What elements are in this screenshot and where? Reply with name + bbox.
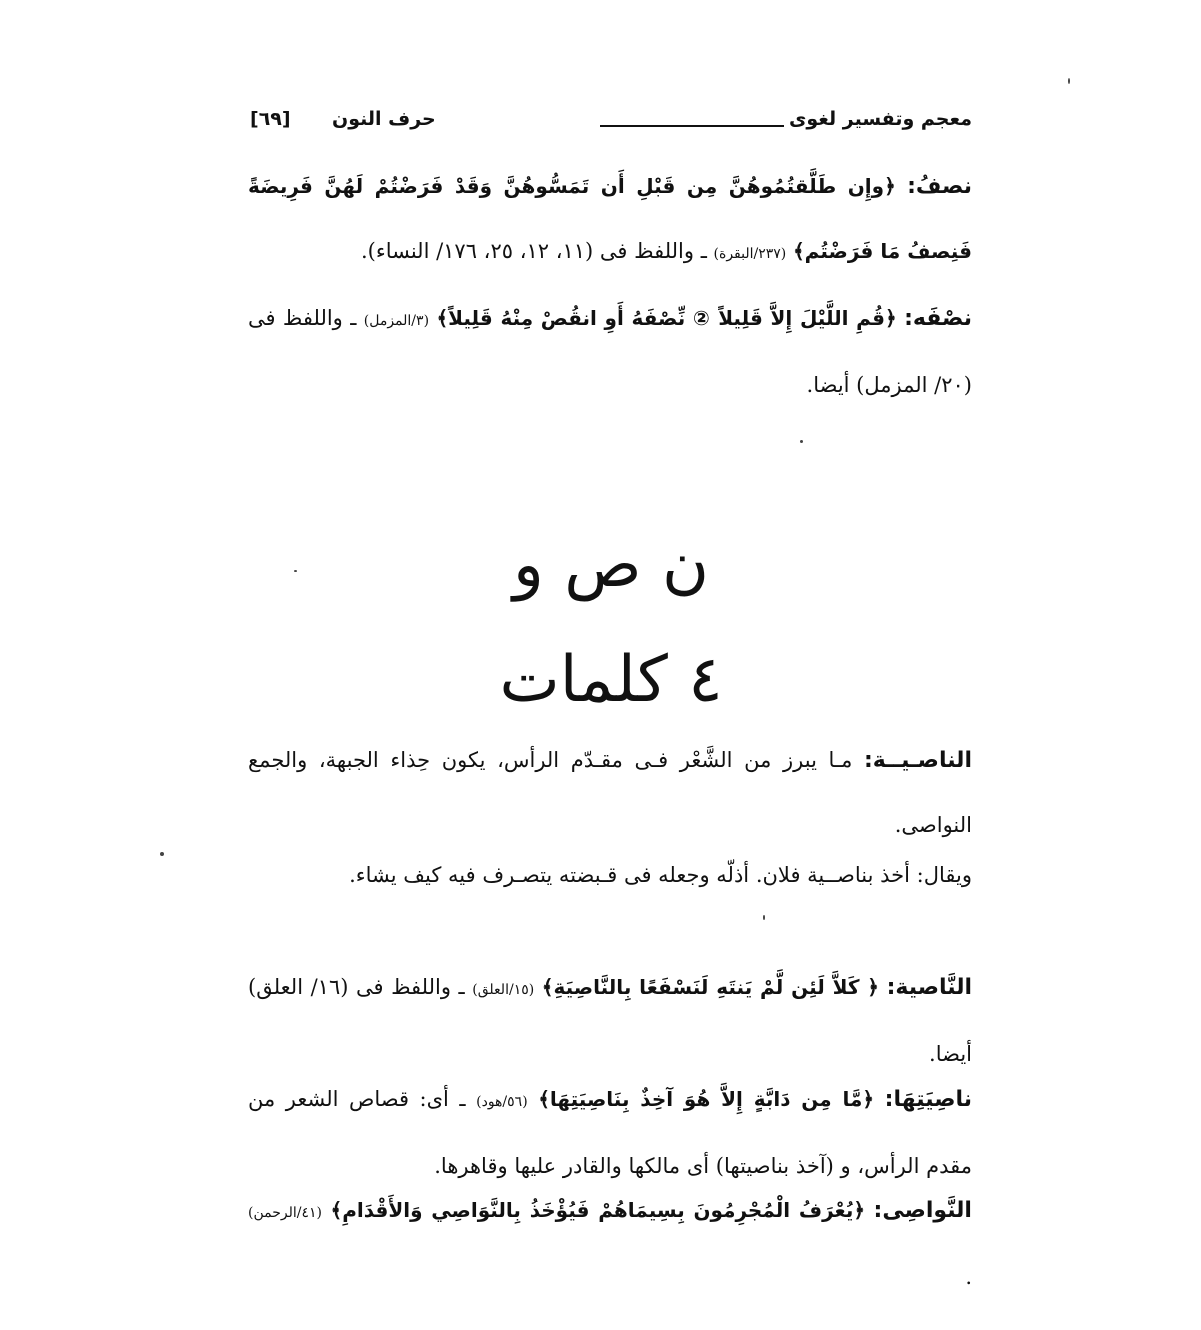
entry-yuqal: [248, 843, 972, 907]
quran-verse: ﴿يُعْرَفُ الْمُجْرِمُونَ بِسِيمَاهُمْ فَيُؤْخَذُ بِالنَّوَاصِي وَالأَقْدَامِ﴾: [330, 1198, 866, 1222]
entry-note: .: [965, 1265, 972, 1289]
entry-note: ـ واللفظ فى (٢٠/ المزمل) أيضا.: [248, 306, 972, 397]
scan-speck: [800, 440, 803, 443]
verse-reference: (١٥/العلق): [472, 982, 535, 998]
verse-reference: (٥٦/هود): [476, 1094, 528, 1110]
scan-speck: [294, 570, 297, 572]
letter-section: حرف النون: [332, 108, 436, 130]
entry-nasiya-definition: [248, 728, 972, 857]
entry-term: النَّواصِى:: [873, 1198, 972, 1223]
entry-note: ـ واللفظ فى (١١، ١٢، ٢٥، ١٧٦/ النساء).: [360, 239, 707, 263]
quran-verse: ﴿قُمِ اللَّيْلَ إِلاَّ قَلِيلاً ② نِّصْفَهُ أَوِ انقُصْ مِنْهُ قَلِيلاً﴾: [436, 306, 897, 330]
entry-note: ـ واللفظ فى (١٦/ العلق) أيضا.: [248, 975, 972, 1066]
book-title: معجم وتفسير لغوى: [788, 108, 972, 130]
entry-nawasi: [248, 1178, 972, 1309]
entry-term: الناصـيــة:: [864, 748, 972, 773]
verse-reference: (٣/المزمل): [363, 313, 430, 329]
quran-verse: ﴿وإِن طَلَّقتُمُوهُنَّ مِن قَبْلِ أَن تَمَسُّوهُنَّ وَقَدْ فَرَضْتُمْ لَهُنَّ فَرِيضَةً فَنِصفُ مَا فَرَضْتُم﴾: [248, 174, 972, 263]
scan-speck: [160, 852, 164, 856]
entry-text: ويقال: أخذ بناصــية فلان. أذلّه وجعله فى قـبضته يتصـرف فيه كيف يشاء.: [349, 863, 972, 887]
page-number: [٦٩]: [250, 108, 291, 130]
entry-term: نصفُ:: [907, 174, 972, 199]
entry-term: النَّاصية:: [886, 975, 973, 1000]
entry-text: مـا يبرز من الشَّعْر فـى مقـدّم الرأس، يكون حِذاء الجبهة، والجمع النواصى.: [248, 748, 972, 837]
entry-note: ـ أى: قصاص الشعر من مقدم الرأس، و (آخذ بناصيتها) أى مالكها والقادر عليها وقاهرها.: [248, 1087, 972, 1178]
running-header: [250, 108, 972, 138]
verse-reference: (٤١/الرحمن): [248, 1205, 322, 1221]
entry-term: نصْفَه:: [904, 306, 972, 331]
header-rule: [600, 125, 784, 127]
entry-nisfahu: [248, 286, 972, 417]
scan-speck: [763, 915, 765, 920]
quran-verse: ﴿مَّا مِن دَابَّةٍ إِلاَّ هُوَ آخِذٌ بِنَاصِيَتِهَا﴾: [538, 1087, 875, 1111]
entry-term: ناصِيَتِهَا:: [884, 1087, 972, 1112]
root-letters: ن ص و: [513, 528, 709, 602]
verse-reference: (٢٣٧/البقرة): [713, 246, 787, 262]
root-word-count: ٤ كلمات: [499, 643, 723, 717]
scan-speck: [1068, 78, 1070, 84]
entry-nisf: [248, 154, 972, 286]
quran-verse: ﴿ كَلاَّ لَئِن لَّمْ يَنتَهِ لَنَسْفَعًا بِالنَّاصِيَةِ﴾: [541, 975, 880, 999]
